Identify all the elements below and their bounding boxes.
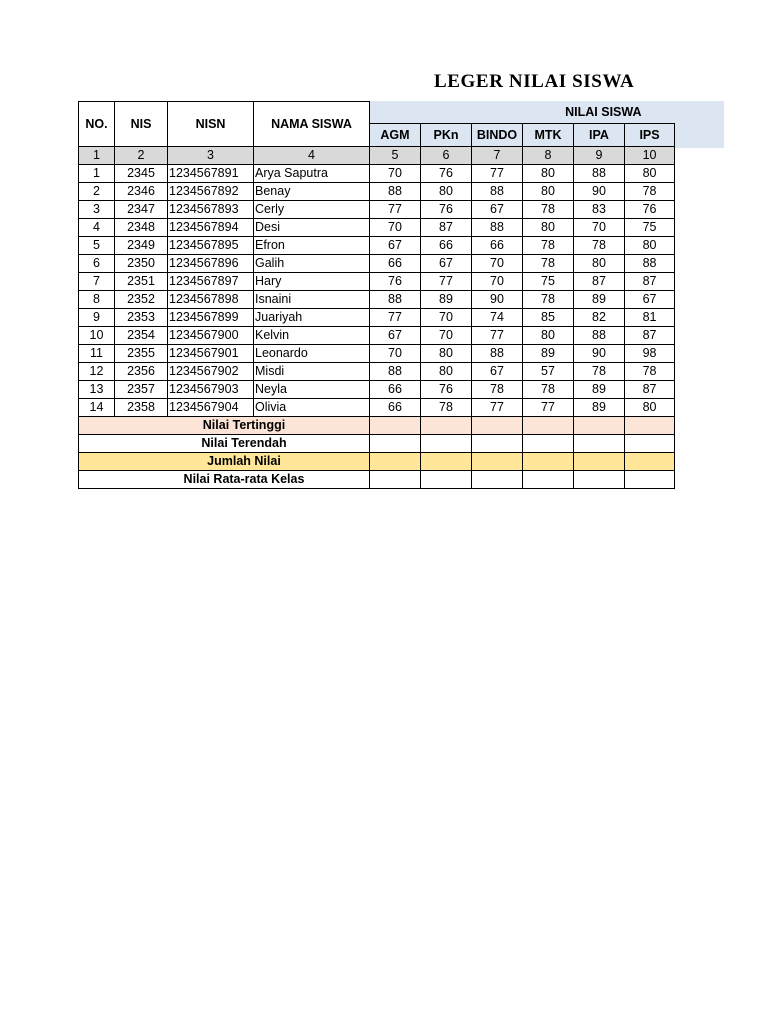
cell-nisn: 1234567898 <box>168 291 254 309</box>
summary-cell[interactable] <box>472 471 523 489</box>
summary-cell[interactable] <box>574 417 625 435</box>
summary-cell[interactable] <box>370 453 421 471</box>
cell-score: 70 <box>370 345 421 363</box>
cell-score: 67 <box>370 327 421 345</box>
cell-score: 89 <box>421 291 472 309</box>
cell-score: 66 <box>421 237 472 255</box>
table-row <box>79 363 675 381</box>
cell-score: 67 <box>370 237 421 255</box>
cell-nis: 2348 <box>115 219 168 237</box>
cell-score: 78 <box>574 363 625 381</box>
summary-cell[interactable] <box>574 453 625 471</box>
cell-score: 76 <box>625 201 675 219</box>
cell-score: 67 <box>472 201 523 219</box>
column-index-cell: 3 <box>168 147 254 165</box>
cell-score: 85 <box>523 309 574 327</box>
cell-score: 57 <box>523 363 574 381</box>
cell-nama: Arya Saputra <box>254 165 370 183</box>
table-row <box>79 309 675 327</box>
cell-nama: Leonardo <box>254 345 370 363</box>
cell-nis: 2355 <box>115 345 168 363</box>
summary-cell[interactable] <box>523 453 574 471</box>
col-header-nilai-siswa: NILAI SISWA <box>370 102 675 124</box>
cell-score: 88 <box>625 255 675 273</box>
cell-no: 3 <box>79 201 115 219</box>
cell-nama: Efron <box>254 237 370 255</box>
summary-cell[interactable] <box>523 435 574 453</box>
cell-score: 78 <box>574 237 625 255</box>
summary-cell[interactable] <box>574 435 625 453</box>
summary-cell[interactable] <box>472 417 523 435</box>
cell-score: 67 <box>421 255 472 273</box>
summary-cell[interactable] <box>370 471 421 489</box>
cell-no: 9 <box>79 309 115 327</box>
cell-score: 89 <box>574 399 625 417</box>
summary-cell[interactable] <box>421 417 472 435</box>
cell-no: 8 <box>79 291 115 309</box>
summary-cell[interactable] <box>625 435 675 453</box>
cell-score: 67 <box>625 291 675 309</box>
table-row <box>79 165 675 183</box>
col-header-subject: IPA <box>574 124 625 147</box>
column-index-cell: 10 <box>625 147 675 165</box>
cell-nis: 2350 <box>115 255 168 273</box>
cell-score: 74 <box>472 309 523 327</box>
cell-score: 77 <box>472 399 523 417</box>
cell-score: 66 <box>472 237 523 255</box>
summary-cell[interactable] <box>625 471 675 489</box>
cell-score: 78 <box>523 237 574 255</box>
column-index-cell: 9 <box>574 147 625 165</box>
table-row <box>79 219 675 237</box>
cell-nisn: 1234567893 <box>168 201 254 219</box>
table-row <box>79 201 675 219</box>
cell-nisn: 1234567899 <box>168 309 254 327</box>
cell-nama: Neyla <box>254 381 370 399</box>
col-header-subject: BINDO <box>472 124 523 147</box>
cell-score: 87 <box>421 219 472 237</box>
cell-nis: 2351 <box>115 273 168 291</box>
cell-no: 12 <box>79 363 115 381</box>
column-index-cell: 6 <box>421 147 472 165</box>
col-header-subject: AGM <box>370 124 421 147</box>
cell-score: 88 <box>472 345 523 363</box>
cell-score: 89 <box>523 345 574 363</box>
cell-score: 81 <box>625 309 675 327</box>
summary-row <box>79 453 675 471</box>
column-index-cell: 2 <box>115 147 168 165</box>
summary-cell[interactable] <box>523 471 574 489</box>
cell-score: 76 <box>421 381 472 399</box>
cell-nisn: 1234567891 <box>168 165 254 183</box>
cell-score: 77 <box>370 201 421 219</box>
cell-score: 80 <box>625 237 675 255</box>
summary-cell[interactable] <box>625 417 675 435</box>
cell-score: 66 <box>370 381 421 399</box>
summary-row <box>79 417 675 435</box>
leger-table <box>78 101 675 489</box>
summary-row <box>79 435 675 453</box>
cell-score: 80 <box>421 363 472 381</box>
cell-nis: 2357 <box>115 381 168 399</box>
cell-score: 75 <box>625 219 675 237</box>
cell-nama: Juariyah <box>254 309 370 327</box>
cell-score: 78 <box>523 201 574 219</box>
cell-no: 5 <box>79 237 115 255</box>
cell-score: 98 <box>625 345 675 363</box>
table-row <box>79 381 675 399</box>
col-header-subject: MTK <box>523 124 574 147</box>
cell-score: 78 <box>625 183 675 201</box>
cell-nis: 2353 <box>115 309 168 327</box>
cell-nis: 2347 <box>115 201 168 219</box>
col-header-no: NO. <box>79 102 115 147</box>
cell-nisn: 1234567904 <box>168 399 254 417</box>
cell-score: 77 <box>370 309 421 327</box>
cell-score: 78 <box>472 381 523 399</box>
summary-cell[interactable] <box>472 435 523 453</box>
cell-score: 80 <box>421 345 472 363</box>
cell-nama: Desi <box>254 219 370 237</box>
cell-score: 80 <box>625 165 675 183</box>
cell-no: 6 <box>79 255 115 273</box>
page-title: LEGER NILAI SISWA <box>434 71 635 92</box>
col-header-nis: NIS <box>115 102 168 147</box>
cell-score: 77 <box>523 399 574 417</box>
summary-cell[interactable] <box>370 435 421 453</box>
cell-score: 87 <box>574 273 625 291</box>
cell-no: 4 <box>79 219 115 237</box>
summary-label: Nilai Rata-rata Kelas <box>79 471 370 489</box>
col-header-nisn: NISN <box>168 102 254 147</box>
cell-score: 76 <box>421 165 472 183</box>
cell-score: 90 <box>472 291 523 309</box>
cell-score: 89 <box>574 381 625 399</box>
summary-cell[interactable] <box>523 417 574 435</box>
cell-score: 66 <box>370 255 421 273</box>
summary-cell[interactable] <box>625 453 675 471</box>
column-index-cell: 8 <box>523 147 574 165</box>
cell-no: 1 <box>79 165 115 183</box>
summary-label: Jumlah Nilai <box>79 453 370 471</box>
summary-cell[interactable] <box>421 435 472 453</box>
cell-nisn: 1234567897 <box>168 273 254 291</box>
cell-nis: 2345 <box>115 165 168 183</box>
cell-no: 13 <box>79 381 115 399</box>
cell-no: 14 <box>79 399 115 417</box>
cell-nisn: 1234567894 <box>168 219 254 237</box>
cell-score: 80 <box>421 183 472 201</box>
cell-score: 76 <box>421 201 472 219</box>
summary-label: Nilai Terendah <box>79 435 370 453</box>
col-header-subject: PKn <box>421 124 472 147</box>
summary-row <box>79 471 675 489</box>
cell-score: 78 <box>523 255 574 273</box>
cell-no: 2 <box>79 183 115 201</box>
cell-score: 78 <box>421 399 472 417</box>
column-index-cell: 5 <box>370 147 421 165</box>
cell-score: 70 <box>472 273 523 291</box>
cell-nis: 2352 <box>115 291 168 309</box>
cell-score: 80 <box>523 183 574 201</box>
cell-nama: Isnaini <box>254 291 370 309</box>
cell-nisn: 1234567902 <box>168 363 254 381</box>
cell-nisn: 1234567903 <box>168 381 254 399</box>
cell-nama: Hary <box>254 273 370 291</box>
cell-score: 76 <box>370 273 421 291</box>
column-index-cell: 7 <box>472 147 523 165</box>
column-index-cell: 4 <box>254 147 370 165</box>
cell-score: 90 <box>574 345 625 363</box>
cell-score: 82 <box>574 309 625 327</box>
table-row <box>79 183 675 201</box>
cell-score: 87 <box>625 327 675 345</box>
cell-score: 90 <box>574 183 625 201</box>
cell-score: 87 <box>625 273 675 291</box>
summary-label: Nilai Tertinggi <box>79 417 370 435</box>
cell-nama: Olivia <box>254 399 370 417</box>
cell-no: 10 <box>79 327 115 345</box>
cell-score: 78 <box>625 363 675 381</box>
summary-cell[interactable] <box>370 417 421 435</box>
cell-no: 11 <box>79 345 115 363</box>
table-row <box>79 399 675 417</box>
table-row <box>79 273 675 291</box>
cell-nama: Misdi <box>254 363 370 381</box>
cell-score: 70 <box>574 219 625 237</box>
cell-score: 88 <box>370 363 421 381</box>
cell-nis: 2354 <box>115 327 168 345</box>
summary-cell[interactable] <box>421 453 472 471</box>
cell-nisn: 1234567900 <box>168 327 254 345</box>
cell-score: 88 <box>370 183 421 201</box>
table-row <box>79 237 675 255</box>
cell-score: 70 <box>421 327 472 345</box>
cell-nis: 2356 <box>115 363 168 381</box>
cell-nis: 2358 <box>115 399 168 417</box>
cell-score: 88 <box>370 291 421 309</box>
cell-score: 75 <box>523 273 574 291</box>
cell-score: 80 <box>625 399 675 417</box>
table-row <box>79 291 675 309</box>
column-index-row <box>79 147 675 165</box>
cell-score: 80 <box>523 165 574 183</box>
summary-cell[interactable] <box>472 453 523 471</box>
cell-nisn: 1234567896 <box>168 255 254 273</box>
cell-score: 78 <box>523 291 574 309</box>
cell-nis: 2346 <box>115 183 168 201</box>
cell-score: 70 <box>421 309 472 327</box>
cell-score: 89 <box>574 291 625 309</box>
cell-score: 80 <box>523 327 574 345</box>
cell-score: 80 <box>574 255 625 273</box>
cell-nama: Cerly <box>254 201 370 219</box>
table-row <box>79 345 675 363</box>
cell-score: 66 <box>370 399 421 417</box>
cell-score: 87 <box>625 381 675 399</box>
cell-score: 80 <box>523 219 574 237</box>
cell-nisn: 1234567901 <box>168 345 254 363</box>
column-index-cell: 1 <box>79 147 115 165</box>
cell-score: 88 <box>574 327 625 345</box>
cell-score: 77 <box>421 273 472 291</box>
cell-score: 88 <box>472 219 523 237</box>
cell-score: 83 <box>574 201 625 219</box>
cell-score: 88 <box>472 183 523 201</box>
table-row <box>79 327 675 345</box>
cell-score: 78 <box>523 381 574 399</box>
table-row <box>79 255 675 273</box>
cell-nisn: 1234567892 <box>168 183 254 201</box>
cell-score: 67 <box>472 363 523 381</box>
cell-score: 77 <box>472 327 523 345</box>
cell-nis: 2349 <box>115 237 168 255</box>
cell-nama: Benay <box>254 183 370 201</box>
cell-score: 70 <box>472 255 523 273</box>
col-header-subject: IPS <box>625 124 675 147</box>
col-header-nama: NAMA SISWA <box>254 102 370 147</box>
cell-nama: Galih <box>254 255 370 273</box>
cell-score: 70 <box>370 165 421 183</box>
cell-score: 77 <box>472 165 523 183</box>
cell-score: 88 <box>574 165 625 183</box>
cell-score: 70 <box>370 219 421 237</box>
summary-cell[interactable] <box>574 471 625 489</box>
cell-no: 7 <box>79 273 115 291</box>
summary-cell[interactable] <box>421 471 472 489</box>
cell-nisn: 1234567895 <box>168 237 254 255</box>
cell-nama: Kelvin <box>254 327 370 345</box>
